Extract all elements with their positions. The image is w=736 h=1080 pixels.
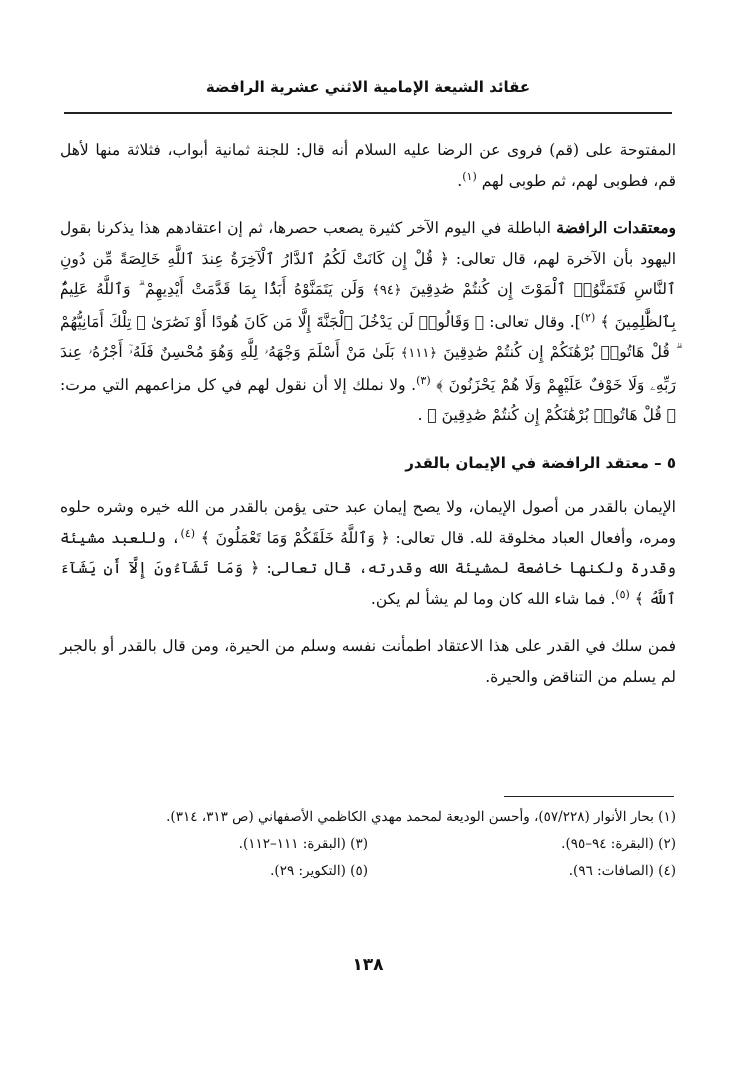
footnote-3: (٣) (البقرة: ١١١–١١٢). (238, 836, 368, 852)
footnote-ref-1: (١) (462, 169, 477, 183)
paragraph-qom-end: . (457, 171, 463, 190)
quran-verse-baqarah-95: وَلَن يَتَمَنَّوْهُ أَبَدًۢا بِمَا قَدَّمَتْ أَيْدِيهِمْ ۗ وَٱللَّهُ عَلِيمٌۢ بِٱلظَّٰلِمِينَ ﴾ (60, 280, 676, 331)
footnote-ref-3: (٣) (416, 373, 431, 387)
paragraph-qadar-text-c: . فما شاء الله كان وما لم يشأ لم يكن. (370, 589, 616, 608)
quran-verse-baqarah-94: ﴿ قُلْ إِن كَانَتْ لَكُمُ ٱلدَّارُ ٱلْآخِرَةُ عِندَ ٱللَّهِ خَالِصَةً مِّن دُونِ ٱلنَّاسِ فَتَمَنَّوُا۟ ٱلْمَوْتَ إِن كُنتُمْ صَٰدِقِينَ (60, 249, 677, 298)
paragraph-afterlife-text-a: الباطلة في اليوم الآخر كثيرة يصعب حصرها، ثم إن اعتقادهم هذا يذكرنا بقول اليهود بأن الآخرة لهم، قال تعالى: (60, 219, 677, 268)
quran-verse-takwir-29: ﴿ وَمَا تَشَآءُونَ إِلَّآ أَن يَشَآءَ ٱللَّهُ ﴾ (60, 559, 676, 608)
quran-verse-saffat-96: ﴿ وَٱللَّهُ خَلَقَكُمْ وَمَا تَعْمَلُونَ ﴾ (200, 528, 390, 547)
running-header: عقائد الشيعة الإمامية الاثني عشرية الرافضة (205, 78, 531, 96)
footnote-row (60, 858, 676, 885)
quran-verse-baqarah-111: ﴿ وَقَالُوا۟ لَن يَدْخُلَ ٱلْجَنَّةَ إِلَّا مَن كَانَ هُودًا أَوْ نَصَٰرَىٰ ۗ تِلْكَ أَمَانِيُّهُمْ ۗ قُلْ هَاتُوا۟ بُرْهَٰنَكُمْ إِن كُنتُمْ صَٰدِقِينَ (60, 312, 676, 361)
header-divider (64, 112, 672, 114)
footnote-5: (٥) (التكوير: ٢٩). (270, 863, 368, 879)
footnote-divider (504, 796, 674, 797)
paragraph-afterlife (60, 213, 676, 431)
paragraph-afterlife-end: . (417, 406, 428, 424)
paragraph-conclusion: فمن سلك في القدر على هذا الاعتقاد اطمأنت نفسه وسلم من الحيرة، ومن قال بالقدر أو بالجبر لم يسلم من التناقض والحيرة. (60, 637, 676, 686)
footnote-4: (٤) (الصافات: ٩٦). (568, 863, 676, 879)
footnote-row (60, 831, 676, 858)
footnote-1: (١) بحار الأنوار (٥٧/٢٢٨)، وأحسن الوديعة لمحمد مهدي الكاظمي الأصفهاني (ص ٣١٣، ٣١٤). (166, 809, 676, 825)
paragraph-afterlife-text-b: ]. وقال تعالى: (484, 312, 581, 331)
quran-verse-bring-proof: ﴿ قُلْ هَاتُوا۟ بُرْهَٰنَكُمْ إِن كُنتُمْ صَٰدِقِينَ ﴾ (427, 406, 676, 424)
page-number: ١٣٨ (352, 955, 384, 975)
footnote-ref-2: (٢) (580, 310, 596, 324)
footnote-ref-5: (٥) (615, 587, 630, 601)
paragraph-qom-text: المفتوحة على (قم) فروى عن الرضا عليه السلام أنه قال: للجنة ثمانية أبواب، فثلاثة منها لأهل قم، فطوبى لهم، ثم طوبى لهم (60, 141, 676, 190)
footnotes (60, 804, 676, 885)
paragraph-afterlife-text-c: . ولا نملك إلا أن نقول لهم في كل مزاعمهم التي مرت: (60, 375, 417, 394)
paragraph-qom (60, 135, 676, 196)
paragraph-afterlife-lead: ومعتقدات الرافضة (556, 218, 676, 237)
footnote-2: (٢) (البقرة: ٩٤–٩٥). (561, 836, 676, 852)
paragraph-qadar-text-a: الإيمان بالقدر من أصول الإيمان، ولا يصح إيمان عبد حتى يؤمن بالقدر من الله خيره وشره حلوه ومره، وأفعال العباد مخلوقة لله. قال تعالى: (60, 498, 677, 547)
quran-verse-baqarah-112: بَلَىٰ مَنْ أَسْلَمَ وَجْهَهُۥ لِلَّهِ وَهُوَ مُحْسِنٌ فَلَهُۥٓ أَجْرُهُۥ عِندَ رَبِّهِۦ وَلَا خَوْفٌ عَلَيْهِمْ وَلَا هُمْ يَحْزَنُونَ ﴾ (60, 343, 676, 394)
ayah-marker-94: ﴿٩٤﴾ (372, 283, 402, 298)
main-text (60, 135, 676, 709)
paragraph-qadar (60, 492, 676, 614)
footnote-ref-4: (٤) (180, 526, 196, 540)
ayah-marker-111: ﴿١١١﴾ (400, 346, 437, 361)
paragraph-qadar-text-b: ، وللعبد مشيئة وقدرة ولكنها خاضعة لمشيئة الله وقدرته، قال تعالى: (60, 528, 676, 577)
section-heading-qadar: ٥ – معتقد الرافضة في الإيمان بالقدر (405, 453, 676, 472)
